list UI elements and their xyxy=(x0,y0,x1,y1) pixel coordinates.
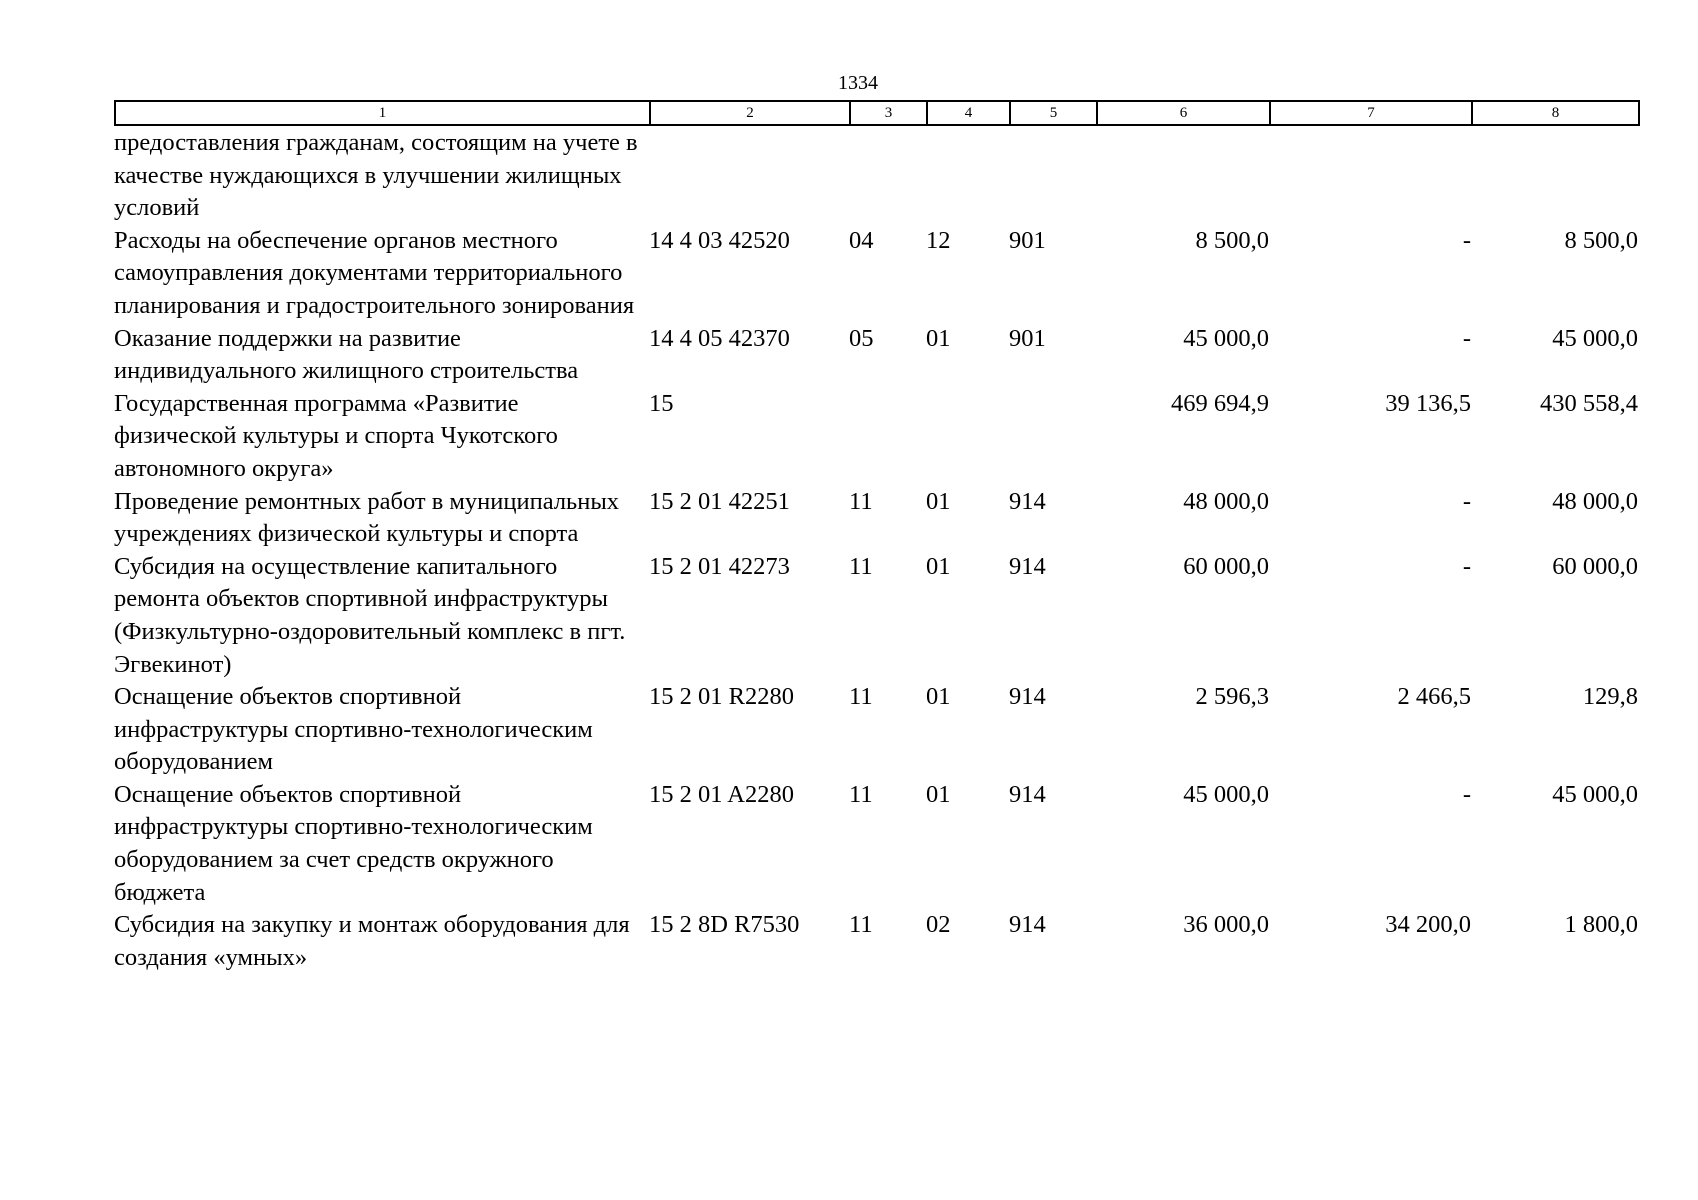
column-number-3: 3 xyxy=(850,101,927,125)
column-number-header xyxy=(114,100,1640,126)
row-subsection: 01 xyxy=(926,552,951,580)
column-number-1: 1 xyxy=(115,101,650,125)
row-total xyxy=(1096,127,1269,225)
row-section xyxy=(849,127,926,225)
row-department: 914 xyxy=(1009,487,1046,515)
column-number-8: 8 xyxy=(1472,101,1639,125)
row-section: 04 xyxy=(849,226,874,254)
row-description: предоставления гражданам, состоящим на учете в качестве нуждающихся в улучшении жилищных условий xyxy=(114,129,638,222)
row-subsection: 01 xyxy=(926,683,951,711)
row-code: 15 2 01 R2280 xyxy=(649,683,794,711)
row-description: Расходы на обеспечение органов местного самоуправления документами территориального планирования и градостроительного зонирования xyxy=(114,226,635,319)
row-code xyxy=(649,127,849,225)
row-department xyxy=(1009,388,1096,486)
row-regional: 8 500,0 xyxy=(1564,226,1638,254)
table-row xyxy=(114,779,1638,909)
column-number-4: 4 xyxy=(927,101,1010,125)
row-code: 15 2 01 42251 xyxy=(649,487,790,515)
row-section xyxy=(849,388,926,486)
row-federal: 34 200,0 xyxy=(1385,911,1471,939)
row-federal: - xyxy=(1462,226,1471,254)
row-description: Оснащение объектов спортивной инфраструктуры спортивно-технологическим оборудованием xyxy=(114,683,593,776)
row-section: 11 xyxy=(849,683,873,711)
row-code: 14 4 03 42520 xyxy=(649,226,790,254)
row-subsection: 02 xyxy=(926,911,951,939)
table-row xyxy=(114,909,1638,974)
row-department: 914 xyxy=(1009,683,1046,711)
row-subsection: 01 xyxy=(926,487,951,515)
row-regional xyxy=(1471,127,1638,225)
table-row xyxy=(114,225,1638,323)
row-total: 48 000,0 xyxy=(1183,487,1269,515)
row-federal: 39 136,5 xyxy=(1385,389,1471,417)
row-regional: 60 000,0 xyxy=(1552,552,1638,580)
table-row xyxy=(114,127,1638,225)
row-code: 15 2 8D R7530 xyxy=(649,911,800,939)
row-total: 2 596,3 xyxy=(1195,683,1269,711)
row-federal xyxy=(1269,127,1471,225)
table-row xyxy=(114,388,1638,486)
row-federal: - xyxy=(1462,552,1471,580)
row-regional: 430 558,4 xyxy=(1540,389,1638,417)
row-subsection: 12 xyxy=(926,226,951,254)
column-number-2: 2 xyxy=(650,101,850,125)
row-code: 15 xyxy=(649,389,674,417)
row-regional: 45 000,0 xyxy=(1552,324,1638,352)
row-regional: 48 000,0 xyxy=(1552,487,1638,515)
table-row xyxy=(114,681,1638,779)
row-regional: 129,8 xyxy=(1582,683,1638,711)
row-code: 14 4 05 42370 xyxy=(649,324,790,352)
row-department: 914 xyxy=(1009,911,1046,939)
column-number-6: 6 xyxy=(1097,101,1270,125)
row-department: 914 xyxy=(1009,552,1046,580)
row-regional: 1 800,0 xyxy=(1564,911,1638,939)
row-section: 11 xyxy=(849,780,873,808)
row-section: 05 xyxy=(849,324,874,352)
row-federal: 2 466,5 xyxy=(1397,683,1471,711)
row-total: 45 000,0 xyxy=(1183,780,1269,808)
row-federal: - xyxy=(1462,780,1471,808)
row-description: Оснащение объектов спортивной инфраструктуры спортивно-технологическим оборудованием за счет средств окружного бюджета xyxy=(114,780,593,906)
row-subsection: 01 xyxy=(926,780,951,808)
column-number-5: 5 xyxy=(1010,101,1097,125)
row-subsection: 01 xyxy=(926,324,951,352)
row-description: Субсидия на осуществление капитального ремонта объектов спортивной инфраструктуры (Физкультурно-оздоровительный комплекс в пгт. Эгвекинот) xyxy=(114,552,626,678)
row-department: 901 xyxy=(1009,226,1046,254)
page-number: 1334 xyxy=(838,72,878,94)
table-row xyxy=(114,551,1638,681)
row-federal: - xyxy=(1462,324,1471,352)
budget-table xyxy=(114,127,1638,974)
row-department xyxy=(1009,127,1096,225)
row-total: 45 000,0 xyxy=(1183,324,1269,352)
column-number-7: 7 xyxy=(1270,101,1472,125)
row-regional: 45 000,0 xyxy=(1552,780,1638,808)
row-description: Субсидия на закупку и монтаж оборудования для создания «умных» xyxy=(114,911,630,971)
row-section: 11 xyxy=(849,911,873,939)
row-subsection xyxy=(926,388,1009,486)
row-description: Государственная программа «Развитие физической культуры и спорта Чукотского автономного округа» xyxy=(114,389,558,482)
row-total: 8 500,0 xyxy=(1195,226,1269,254)
row-total: 469 694,9 xyxy=(1171,389,1269,417)
row-code: 15 2 01 A2280 xyxy=(649,780,794,808)
row-section: 11 xyxy=(849,552,873,580)
row-department: 901 xyxy=(1009,324,1046,352)
row-code: 15 2 01 42273 xyxy=(649,552,790,580)
row-department: 914 xyxy=(1009,780,1046,808)
row-description: Проведение ремонтных работ в муниципальных учреждениях физической культуры и спорта xyxy=(114,487,620,548)
table-row xyxy=(114,323,1638,388)
row-total: 60 000,0 xyxy=(1183,552,1269,580)
row-description: Оказание поддержки на развитие индивидуального жилищного строительства xyxy=(114,324,579,385)
row-subsection xyxy=(926,127,1009,225)
row-section: 11 xyxy=(849,487,873,515)
row-total: 36 000,0 xyxy=(1183,911,1269,939)
table-row xyxy=(114,486,1638,551)
row-federal: - xyxy=(1462,487,1471,515)
